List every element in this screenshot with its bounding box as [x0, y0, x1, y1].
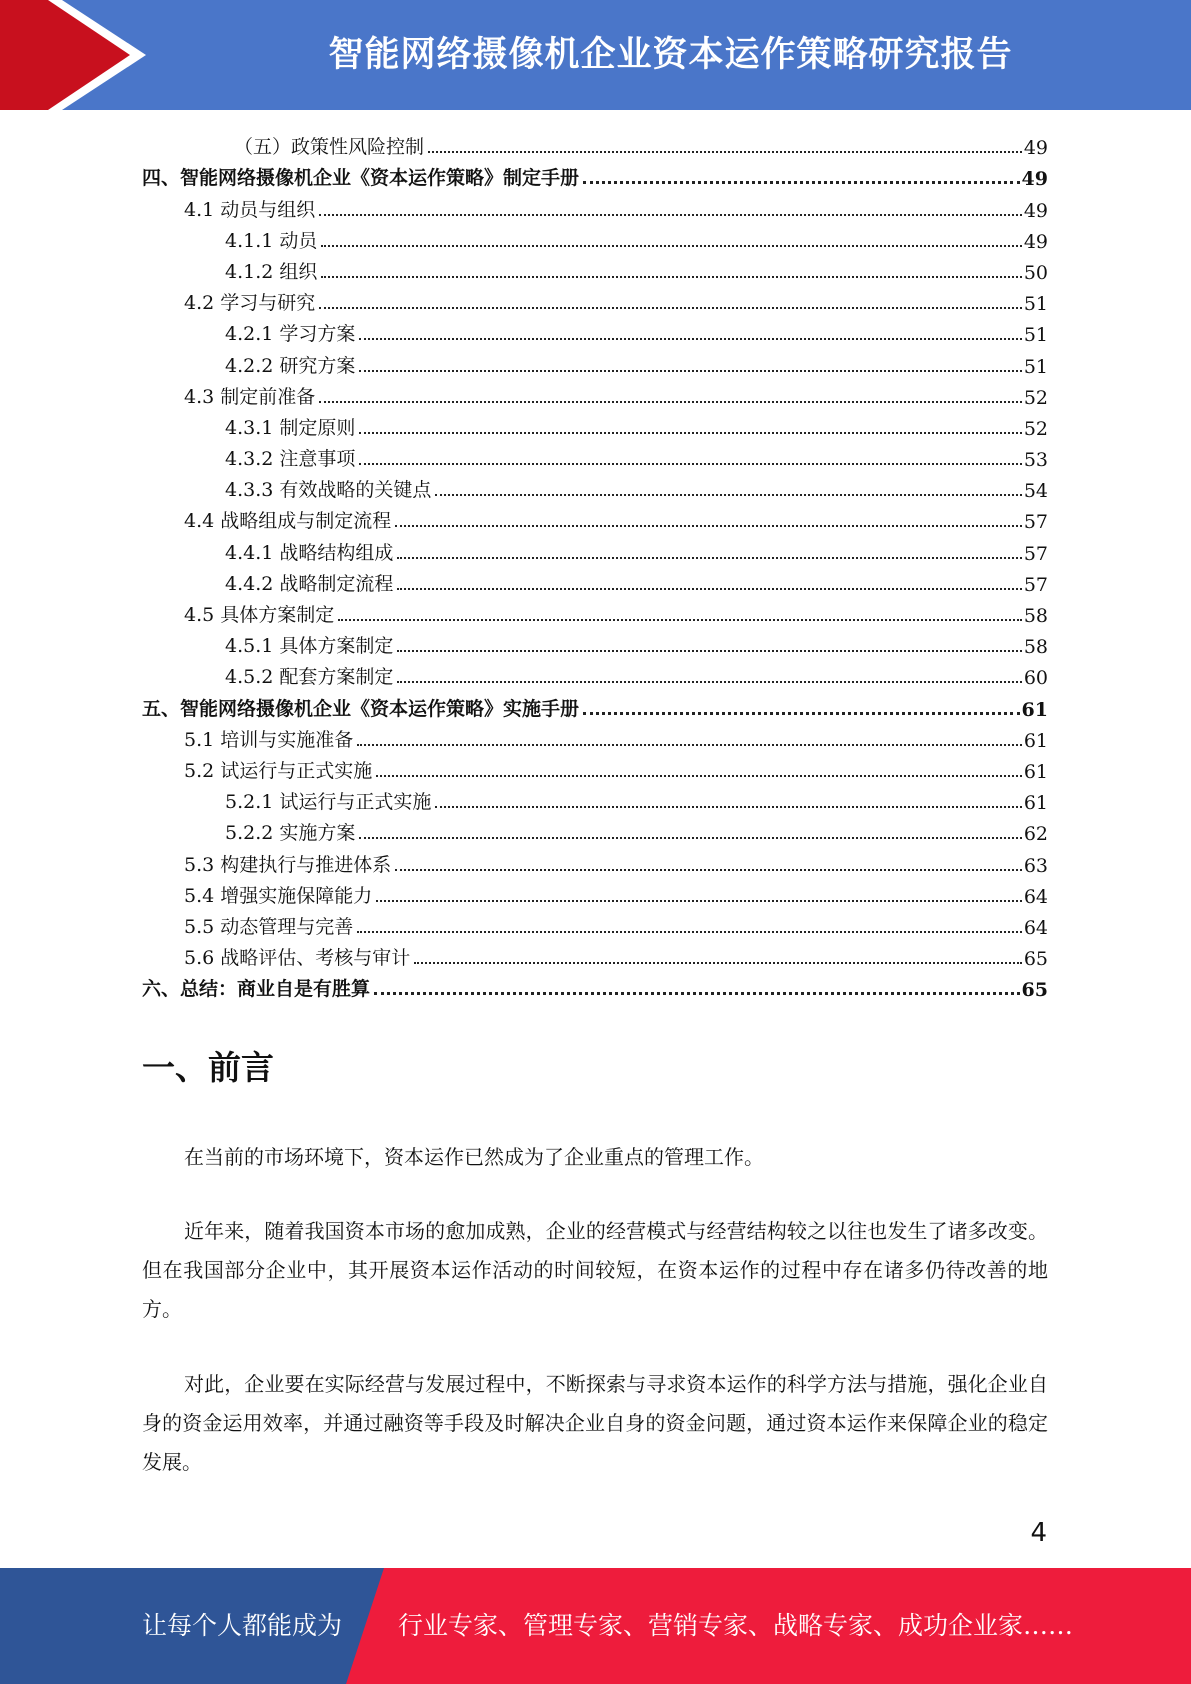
toc-entry[interactable] — [142, 284, 1048, 315]
toc-entry-page: 52 — [1023, 386, 1048, 409]
toc-entry-label: 五、智能网络摄像机企业《资本运作策略》实施手册 — [142, 697, 580, 720]
toc-entry[interactable] — [142, 627, 1048, 658]
toc-entry-page: 58 — [1023, 636, 1048, 659]
paragraph-3: 对此，企业要在实际经营与发展过程中，不断探索与寻求资本运作的科学方法与措施，强化企业自身的资金运用效率，并通过融资等手段及时解决企业自身的资金问题，通过资本运作来保障企业的稳定发展。 — [142, 1372, 1048, 1474]
toc-entry[interactable] — [142, 658, 1048, 689]
toc-entry-page: 50 — [1023, 261, 1048, 284]
toc-entry[interactable] — [142, 346, 1048, 377]
toc-entry-page: 61 — [1023, 760, 1048, 783]
toc-entry[interactable] — [142, 128, 1048, 159]
header-chevron-icon — [0, 0, 160, 110]
toc-entry[interactable] — [142, 689, 1048, 720]
toc-leader-dots — [395, 525, 1022, 527]
toc-leader-dots — [376, 900, 1022, 902]
toc-entry-page: 57 — [1023, 511, 1048, 534]
toc-leader-dots — [397, 557, 1021, 559]
toc-entry-page: 51 — [1023, 293, 1048, 316]
toc-entry-page: 61 — [1021, 698, 1048, 721]
toc-entry-label: 4.5.1 具体方案制定 — [225, 635, 394, 658]
toc-entry[interactable] — [142, 814, 1048, 845]
toc-entry-label: 5.3 构建执行与推进体系 — [184, 853, 392, 876]
toc-entry[interactable] — [142, 533, 1048, 564]
toc-entry-page: 49 — [1023, 137, 1048, 160]
toc-leader-dots — [319, 401, 1022, 403]
toc-entry[interactable] — [142, 471, 1048, 502]
toc-entry-page: 57 — [1023, 573, 1048, 596]
toc-entry[interactable] — [142, 565, 1048, 596]
toc-entry[interactable] — [142, 378, 1048, 409]
toc-leader-dots — [319, 307, 1022, 309]
toc-entry-page: 65 — [1023, 948, 1048, 971]
toc-entry-page: 49 — [1023, 199, 1048, 222]
section-heading: 一、前言 — [142, 1048, 274, 1087]
toc-entry[interactable] — [142, 409, 1048, 440]
page-footer — [0, 1568, 1191, 1684]
toc-leader-dots — [583, 181, 1020, 184]
table-of-contents — [142, 128, 1048, 1001]
toc-leader-dots — [321, 245, 1021, 247]
toc-entry-label: 4.1 动员与组织 — [184, 198, 316, 221]
toc-entry[interactable] — [142, 159, 1048, 190]
toc-entry-label: 4.5.2 配套方案制定 — [225, 666, 394, 689]
toc-entry-page: 61 — [1023, 729, 1048, 752]
toc-entry-label: 4.2.1 学习方案 — [225, 323, 356, 346]
page-number: 4 — [1030, 1518, 1047, 1548]
toc-entry-label: 4.4.1 战略结构组成 — [225, 541, 394, 564]
toc-leader-dots — [435, 806, 1021, 808]
toc-leader-dots — [357, 931, 1022, 933]
toc-entry-page: 54 — [1023, 480, 1048, 503]
toc-entry-page: 57 — [1023, 542, 1048, 565]
toc-entry-label: 5.2 试运行与正式实施 — [184, 759, 373, 782]
toc-entry-page: 63 — [1023, 854, 1048, 877]
toc-leader-dots — [583, 712, 1020, 715]
toc-leader-dots — [374, 992, 1020, 995]
toc-entry[interactable] — [142, 970, 1048, 1001]
toc-entry-label: 4.3.2 注意事项 — [225, 448, 356, 471]
toc-entry-page: 62 — [1023, 823, 1048, 846]
toc-entry-page: 51 — [1023, 324, 1048, 347]
toc-entry-page: 51 — [1023, 355, 1048, 378]
toc-entry-label: 5.2.1 试运行与正式实施 — [225, 791, 432, 814]
toc-entry-page: 65 — [1021, 979, 1048, 1002]
toc-entry[interactable] — [142, 721, 1048, 752]
toc-entry[interactable] — [142, 783, 1048, 814]
toc-entry[interactable] — [142, 222, 1048, 253]
page-header — [0, 0, 1191, 110]
toc-entry-label: 4.3.3 有效战略的关键点 — [225, 479, 432, 502]
toc-entry[interactable] — [142, 752, 1048, 783]
toc-entry-page: 49 — [1021, 168, 1048, 191]
toc-leader-dots — [435, 494, 1021, 496]
toc-leader-dots — [359, 463, 1021, 465]
toc-entry-label: 5.2.2 实施方案 — [225, 822, 356, 845]
toc-leader-dots — [359, 370, 1021, 372]
paragraph-1: 在当前的市场环境下，资本运作已然成为了企业重点的管理工作。 — [184, 1145, 764, 1169]
toc-leader-dots — [414, 962, 1022, 964]
toc-leader-dots — [357, 744, 1022, 746]
toc-entry-label: 4.5 具体方案制定 — [184, 604, 335, 626]
toc-entry-label: 4.4.2 战略制定流程 — [225, 572, 394, 595]
toc-entry[interactable] — [142, 845, 1048, 876]
toc-entry-label: （五）政策性风险控制 — [234, 136, 425, 159]
toc-entry-page: 60 — [1023, 667, 1048, 690]
toc-leader-dots — [376, 775, 1022, 777]
toc-entry-label: 5.6 战略评估、考核与审计 — [184, 947, 411, 970]
toc-entry[interactable] — [142, 908, 1048, 939]
toc-entry-label: 4.1.2 组织 — [225, 260, 318, 283]
toc-leader-dots — [338, 619, 1022, 621]
toc-entry-label: 4.3.1 制定原则 — [225, 416, 356, 439]
toc-entry[interactable] — [142, 502, 1048, 533]
toc-entry-page: 64 — [1023, 885, 1048, 908]
toc-entry-page: 64 — [1023, 916, 1048, 939]
toc-entry[interactable] — [142, 440, 1048, 471]
toc-entry-label: 5.1 培训与实施准备 — [184, 728, 354, 751]
toc-entry-page: 61 — [1023, 792, 1048, 815]
toc-leader-dots — [321, 276, 1021, 278]
footer-slogan-left: 让每个人都能成为 — [142, 1611, 343, 1640]
toc-entry[interactable] — [142, 939, 1048, 970]
toc-entry-label: 4.4 战略组成与制定流程 — [184, 510, 392, 533]
toc-entry-label: 4.2 学习与研究 — [184, 292, 316, 315]
toc-leader-dots — [395, 869, 1022, 871]
paragraph-2: 近年来，随着我国资本市场的愈加成熟，企业的经营模式与经营结构较之以往也发生了诸多改变。但在我国部分企业中，其开展资本运作活动的时间较短，在资本运作的过程中存在诸多仍待改善的地方。 — [142, 1219, 1048, 1321]
toc-entry[interactable] — [142, 315, 1048, 346]
toc-entry-label: 5.4 增强实施保障能力 — [184, 884, 373, 907]
toc-leader-dots — [359, 837, 1021, 839]
report-title: 智能网络摄像机企业资本运作策略研究报告 — [328, 35, 1013, 75]
toc-entry-page: 53 — [1023, 449, 1048, 472]
toc-entry[interactable] — [142, 190, 1048, 221]
toc-leader-dots — [359, 338, 1021, 340]
toc-leader-dots — [319, 214, 1022, 216]
toc-leader-dots — [397, 650, 1021, 652]
toc-leader-dots — [359, 432, 1021, 434]
toc-entry-label: 4.1.1 动员 — [225, 229, 318, 252]
toc-entry-label: 六、总结：商业自是有胜算 — [142, 978, 371, 1001]
toc-entry-page: 49 — [1023, 230, 1048, 253]
toc-entry[interactable] — [142, 596, 1048, 627]
toc-entry[interactable] — [142, 877, 1048, 908]
footer-slogan-right: 行业专家、管理专家、营销专家、战略专家、成功企业家…… — [398, 1611, 1074, 1640]
toc-entry-page: 58 — [1023, 605, 1048, 627]
toc-leader-dots — [428, 151, 1022, 153]
toc-entry-label: 5.5 动态管理与完善 — [184, 915, 354, 938]
toc-leader-dots — [397, 681, 1021, 683]
toc-entry-label: 四、智能网络摄像机企业《资本运作策略》制定手册 — [142, 167, 580, 190]
toc-entry-page: 52 — [1023, 417, 1048, 440]
toc-leader-dots — [397, 588, 1021, 590]
toc-entry-label: 4.3 制定前准备 — [184, 385, 316, 408]
toc-entry-label: 4.2.2 研究方案 — [225, 354, 356, 377]
toc-entry[interactable] — [142, 253, 1048, 284]
